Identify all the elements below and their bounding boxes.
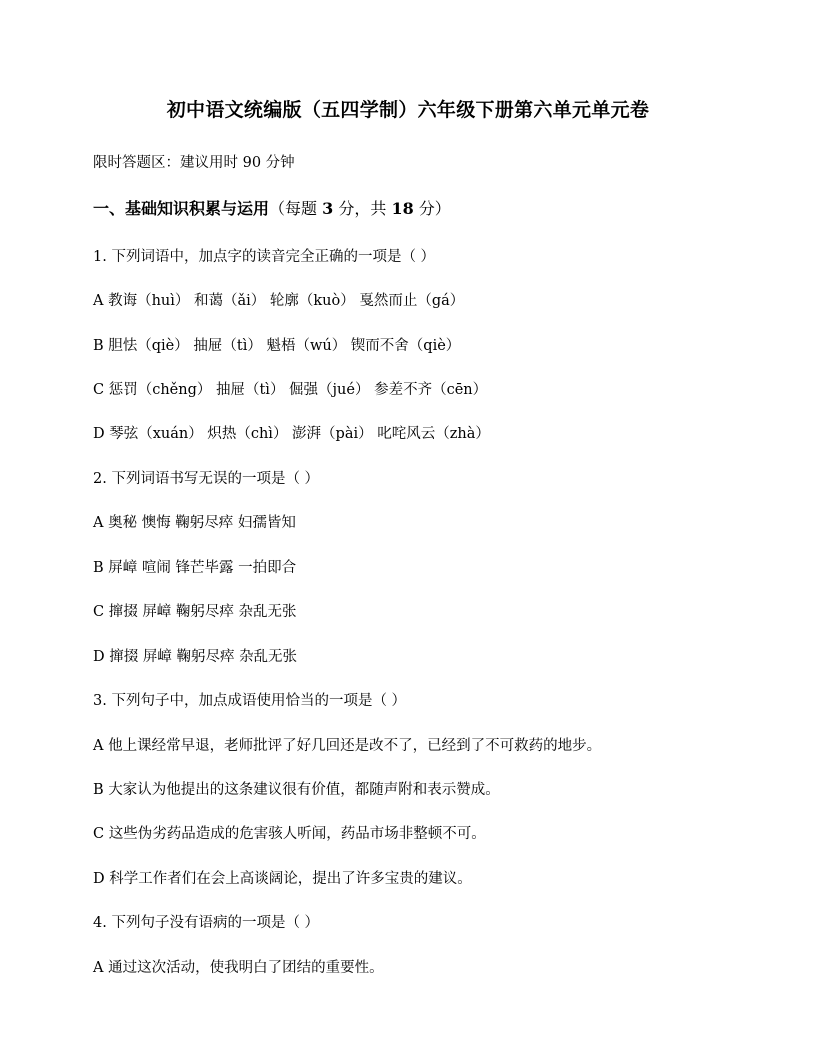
- question-stem: 1. 下列词语中，加点字的读音完全正确的一项是（ ）: [93, 249, 436, 265]
- question-option: A 教诲（huì） 和蔼（ǎi） 轮廓（kuò） 戛然而止（gá）: [93, 293, 465, 309]
- question-option: A 奥秘 懊悔 鞠躬尽瘁 妇孺皆知: [93, 515, 296, 531]
- time-note: 限时答题区：建议用时 90 分钟: [93, 155, 295, 171]
- section-heading: [93, 196, 451, 219]
- question-option: A 他上课经常早退，老师批评了好几回还是改不了，已经到了不可救药的地步。: [93, 738, 602, 754]
- question-option: B 屏嶂 喧闹 锋芒毕露 一拍即合: [93, 560, 297, 576]
- question-stem: 3. 下列句子中，加点成语使用恰当的一项是（ ）: [93, 693, 407, 709]
- section-score-suffix: 分）: [413, 199, 451, 218]
- question-option: B 大家认为他提出的这条建议很有价值，都随声附和表示赞成。: [93, 782, 500, 798]
- section-heading-text: 一、基础知识积累与运用: [93, 199, 270, 218]
- question-option: C 撺掇 屏嶂 鞠躬尽瘁 杂乱无张: [93, 604, 297, 620]
- question-option: D 琴弦（xuán） 炽热（chì） 澎湃（pài） 叱咤风云（zhà）: [93, 426, 490, 442]
- question-stem: 4. 下列句子没有语病的一项是（ ）: [93, 915, 320, 931]
- question-option: D 科学工作者们在会上高谈阔论，提出了许多宝贵的建议。: [93, 871, 472, 887]
- question-option: C 惩罚（chěng） 抽屉（tì） 倔强（jué） 参差不齐（cēn）: [93, 382, 488, 398]
- document-title: 初中语文统编版（五四学制）六年级下册第六单元单元卷: [166, 99, 650, 121]
- section-score-per-question: 3: [322, 199, 334, 218]
- section-score-prefix: （每题: [269, 199, 323, 218]
- question-option: A 通过这次活动，使我明白了团结的重要性。: [93, 960, 384, 976]
- question-option: C 这些伪劣药品造成的危害骇人听闻，药品市场非整顿不可。: [93, 826, 486, 842]
- question-option: B 胆怯（qiè） 抽屉（tì） 魁梧（wú） 锲而不舍（qiè）: [93, 338, 461, 354]
- section-score-total: 18: [391, 199, 414, 218]
- question-stem: 2. 下列词语书写无误的一项是（ ）: [93, 471, 320, 487]
- question-option: D 撺掇 屏嶂 鞠躬尽瘁 杂乱无张: [93, 649, 298, 665]
- section-score-mid: 分，共: [333, 199, 392, 218]
